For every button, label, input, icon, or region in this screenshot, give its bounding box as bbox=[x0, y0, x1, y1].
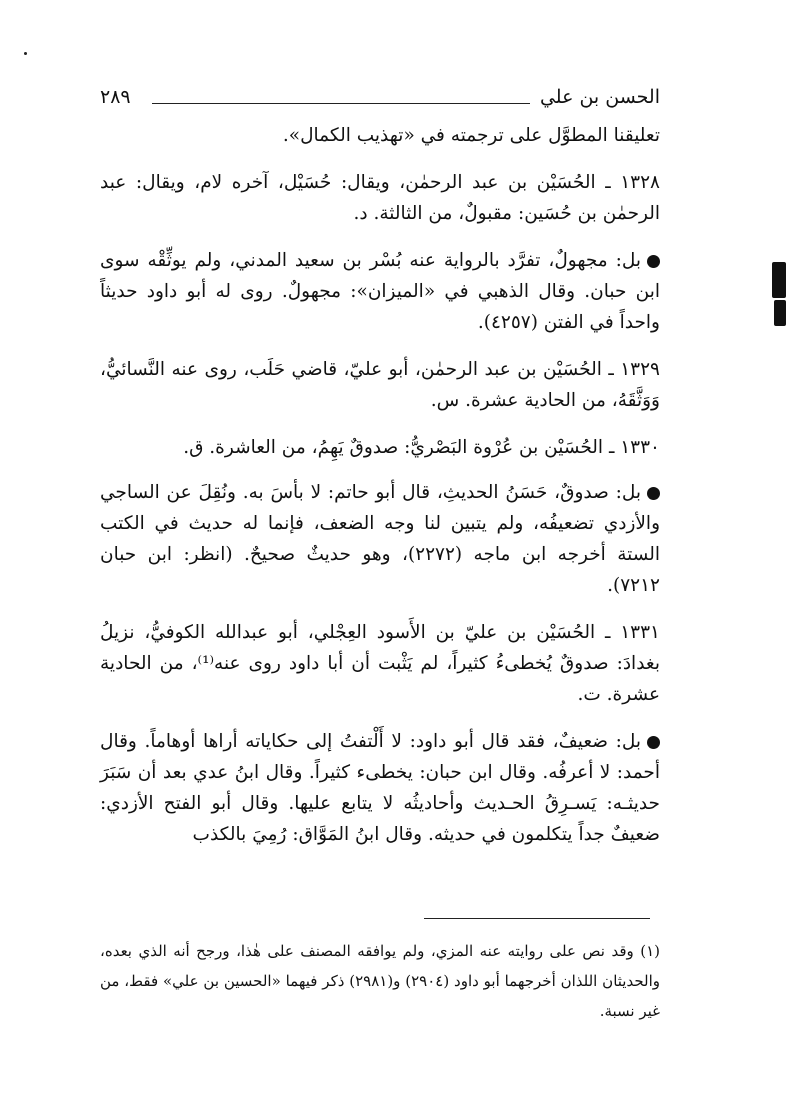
footnotes bbox=[100, 936, 660, 1026]
footnote-rule bbox=[424, 918, 650, 919]
entry-paragraph bbox=[100, 354, 660, 416]
running-header bbox=[100, 86, 660, 116]
paragraph-text: بل: صدوقٌ، حَسَنُ الحديثِ، قال أبو حاتم: لا بأسَ به. ونُقِلَ عن الساجي والأزدي تضعيفُه، ولم يتبين لنا وجه الضعف، فإنما له حديث في الكتب الستة أخرجه ابن ماجه (٢٢٧٢)، وهو حديثٌ صحيحٌ. (انظر: ابن حبان ٧٢١٢). bbox=[100, 482, 660, 596]
bullet-icon bbox=[647, 736, 660, 749]
bullet-icon bbox=[647, 255, 660, 268]
paragraph-text: ١٣٣١ ـ الحُسَيْن بن عليّ بن الأَسود العِجْلي، أبو عبدالله الكوفيُّ، نزيلُ بغدادَ: صدوقٌ يُخطىءُ كثيراً، لم يَثْبت أن أبا داود روى عنه⁽¹⁾، من الحادية عشرة. ت. bbox=[100, 622, 660, 705]
paragraph bbox=[100, 120, 660, 151]
paragraph-text: ١٣٣٠ ـ الحُسَيْن بن عُرْوة البَصْريُّ: صدوقٌ يَهِمُ، من العاشرة. ق. bbox=[183, 437, 660, 458]
running-header-title: الحسن بن علي bbox=[539, 86, 660, 108]
edge-thumb-mark bbox=[774, 300, 786, 326]
paragraph-text: تعليقنا المطوَّل على ترجمته في «تهذيب الكمال». bbox=[282, 125, 660, 146]
bullet-icon bbox=[647, 487, 660, 500]
page-number: ٢٨٩ bbox=[100, 86, 131, 108]
paragraph-text: بل: ضعيفٌ، فقد قال أبو داود: لا أَلْتفتُ إلى حكاياته أراها أوهاماً. وقال أحمد: لا أعرفُه. وقال ابن حبان: يخطىء كثيراً. وقال ابنُ عدي بعد أن سَبَرَ حديثـه: يَسـرِقُ الحـديث وأحاديثُه لا يتابع عليها. وقال أبو الفتح الأزدي: ضعيفٌ جداً يتكلمون في حديثه. وقال ابنُ المَوَّاق: رُمِيَ بالكذب bbox=[100, 731, 660, 845]
footnote-text: (١) وقد نص على روايته عنه المزي، ولم يوافقه المصنف على هٰذا، ورجح أنه الذي بعده، والحديثان اللذان أخرجهما أبو داود (٢٩٠٤) و(٢٩٨١) ذكر فيهما «الحسين بن علي» فقط، من غير نسبة. bbox=[100, 942, 660, 1020]
header-rule bbox=[152, 103, 530, 104]
entry-paragraph bbox=[100, 617, 660, 710]
entry-paragraph bbox=[100, 167, 660, 229]
paragraph-text: ١٣٢٩ ـ الحُسَيْن بن عبد الرحمٰن، أبو عليّ، قاضي حَلَب، روى عنه النَّسائيُّ، وَوَثَّقَهُ، من الحادية عشرة. س. bbox=[100, 359, 660, 411]
commentary-paragraph bbox=[100, 245, 660, 338]
stray-mark bbox=[24, 52, 27, 55]
paragraph-text: بل: مجهولٌ، تفرَّد بالرواية عنه بُسْر بن سعيد المدني، ولم يوثِّقْه سوى ابن حبان. وقال الذهبي في «الميزان»: مجهولٌ. روى له أبو داود حديثاً واحداً في الفتن (٤٢٥٧). bbox=[100, 250, 660, 333]
main-text bbox=[100, 120, 660, 866]
paragraph-text: ١٣٢٨ ـ الحُسَيْن بن عبد الرحمٰن، ويقال: حُسَيْل، آخره لام، ويقال: عبد الرحمٰن بن حُسَين: مقبولٌ، من الثالثة. د. bbox=[100, 172, 660, 224]
commentary-paragraph bbox=[100, 726, 660, 850]
edge-thumb-mark bbox=[772, 262, 786, 298]
entry-paragraph bbox=[100, 432, 660, 463]
commentary-paragraph bbox=[100, 477, 660, 601]
